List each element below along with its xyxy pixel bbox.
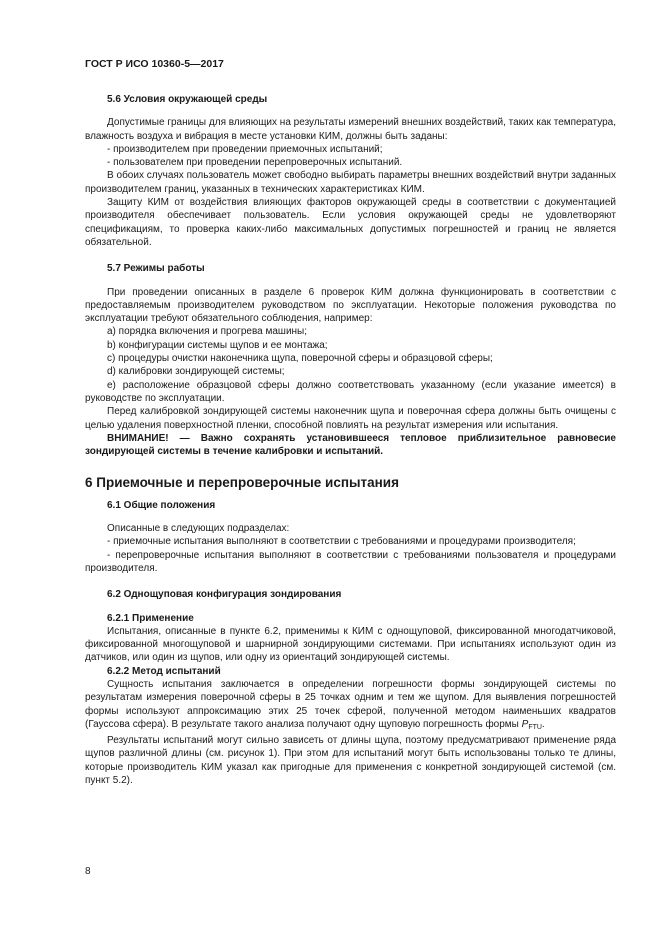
section-6-2-1-heading: 6.2.1 Применение	[107, 612, 194, 624]
sec56-paragraph-2: В обоих случаях пользователь может свободно выбирать параметры внешних воздействий внутри заданных производителем границ, указанных в технических характеристиках КИМ.	[85, 170, 616, 195]
warning-note: ВНИМАНИЕ! — Важно сохранять установившееся тепловое приблизительное равновесие зондирующей системы в течение калибровки и испытаний.	[85, 432, 616, 458]
sec622-paragraph-1: Сущность испытания заключается в определении погрешности формы зондирующей системы по результатам измерения поверочной сферы в 25 точках одним и тем же щупом. Для выявления погрешностей формы используют аппроксимацию этих 25 точек сферой, полученной методом наименьших квадратов (Гауссова сфера). В результате такого анализа получают одну щуповую погрешность формы $P_{FTU}$.	[85, 678, 616, 731]
section-6-heading: 6 Приемочные и перепроверочные испытания	[85, 475, 399, 491]
section-6-2-2-heading: 6.2.2 Метод испытаний	[107, 665, 221, 677]
sec56-paragraph-1: Допустимые границы для влияющих на результаты измерений внешних воздействий, таких как температура, влажность воздуха и вибрация в месте установки КИМ, должны быть заданы:	[85, 117, 616, 142]
sec56-list-item: - пользователем при проведении перепроверочных испытаний.	[107, 157, 403, 169]
sec61-paragraph: Описанные в следующих подразделах:	[107, 523, 290, 535]
document-header: ГОСТ Р ИСО 10360-5—2017	[85, 58, 224, 70]
sec57-list-item: d) калибровки зондирующей системы;	[107, 366, 285, 378]
sec57-list-item: a) порядка включения и прогрева машины;	[107, 326, 308, 338]
sec57-list-item: e) расположение образцовой сферы должно соответствовать указанному (если указание имеется) в руководстве по эксплуатации.	[85, 379, 616, 404]
sec57-paragraph-1: При проведении описанных в разделе 6 проверок КИМ должна функционировать в соответствии с предоставляемым производителем руководством по эксплуатации. Некоторые положения руководства по эксплуатации требуют обязательного соблюдения, например:	[85, 286, 616, 325]
sec56-list-item: - производителем при проведении приемочных испытаний;	[107, 143, 383, 155]
sec57-paragraph-2: Перед калибровкой зондирующей системы наконечник щупа и поверочная сфера должны быть очищены с целью удаления поверхностной пленки, способной повлиять на результат измерения или испытания.	[85, 406, 616, 431]
sec622-paragraph-2: Результаты испытаний могут сильно зависеть от длины щупа, поэтому предусматривают применение ряда щупов различной длины (см. рисунок 1). При этом для испытаний могут быть использованы только те длины, которые производитель КИМ указал как пригодные для применения с конкретной зондирующей системой (см. пункт 5.2).	[85, 735, 616, 787]
document-body	[85, 93, 616, 787]
sec57-list-item: b) конфигурации системы щупов и ее монтажа;	[107, 339, 328, 351]
sec61-list-item: - перепроверочные испытания выполняют в соответствии с требованиями пользователя и процедурами производителя.	[85, 549, 616, 574]
section-6-2-heading: 6.2 Однощуповая конфигурация зондирования	[107, 589, 342, 601]
section-5-6-heading: 5.6 Условия окружающей среды	[107, 94, 268, 105]
section-5-7-heading: 5.7 Режимы работы	[107, 263, 205, 275]
pftu-subscript: FTU	[528, 723, 542, 731]
sec622-text: Сущность испытания заключается в определении погрешности формы зондирующей системы по результатам измерения поверочной сферы в 25 точках одним и тем же щупом. Для выявления погрешностей формы используют аппроксимацию этих 25 точек сферой, полученной методом наименьших квадратов (Гауссова сфера). В результате такого анализа получают одну щуповую погрешность формы	[85, 678, 616, 730]
sec621-paragraph: Испытания, описанные в пункте 6.2, применимы к КИМ с однощуповой, фиксированной многодатчиковой, фиксированной многощуповой и шарнирной зондирующими системами. При испытаниях используют один из датчиков, или один из щупов, или одну из ориентаций зондирующей системы.	[85, 625, 616, 664]
page-number: 8	[85, 866, 91, 877]
section-6-1-heading: 6.1 Общие положения	[107, 499, 216, 511]
sec57-list-item: c) процедуры очистки наконечника щупа, поверочной сферы и образцовой сферы;	[107, 353, 493, 365]
sec56-paragraph-3: Защиту КИМ от воздействия влияющих факторов окружающей среды в соответствии с документацией производителя обеспечивает пользователь. Если условия окружающей среды не удовлетворяют спецификациям, то проверка каких-либо максимальных допустимых погрешностей и границ не является обязательной.	[85, 197, 616, 248]
sec61-list-item: - приемочные испытания выполняют в соответствии с требованиями и процедурами производителя;	[107, 536, 576, 548]
pftu-symbol: P	[521, 718, 529, 730]
